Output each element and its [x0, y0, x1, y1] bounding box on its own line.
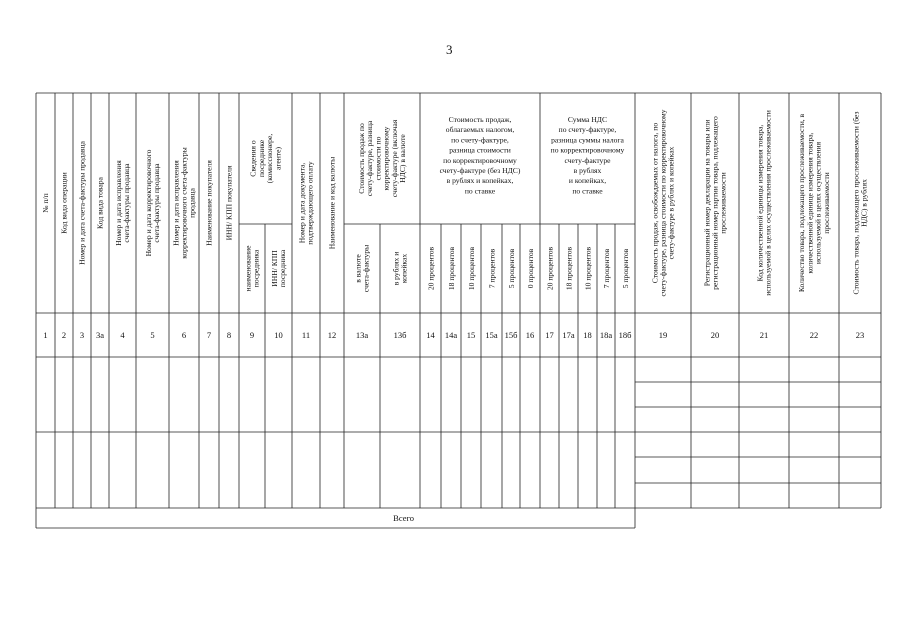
header-col-20: регистрационный номер партии товара, подлежащего — [710, 116, 720, 290]
column-number: 20 — [710, 330, 720, 340]
header-vat-group: по ставке — [572, 186, 603, 196]
header-vat-group: счету-фактуре — [564, 155, 611, 165]
header-col-6: продавца — [187, 188, 197, 218]
header-col-5: счета-фактуры продавца — [152, 163, 162, 243]
column-number: 13а — [355, 330, 369, 340]
header-col-10: ИНН/ КПП — [269, 250, 279, 287]
header-col-6: корректировочного счета-фактуры — [179, 147, 189, 259]
column-number: 15 — [466, 330, 476, 340]
column-number: 15б — [504, 330, 518, 340]
column-number: 19 — [658, 330, 668, 340]
header-col-3: Номер и дата счета-фактуры продавца — [77, 141, 87, 265]
header-col-4: счета-фактуры продавца — [122, 163, 132, 243]
column-number: 22 — [809, 330, 819, 340]
column-number: 10 — [274, 330, 283, 340]
header-rate: 7 процентов — [602, 248, 611, 289]
column-number: 21 — [759, 330, 769, 340]
column-number: 17 — [545, 330, 554, 340]
header-col-19: счету-фактуре в рублях и копейках — [666, 146, 676, 260]
column-number: 9 — [249, 330, 255, 340]
header-col-23: Стоимость товара, подлежащего прослеживаемости (без — [851, 111, 861, 295]
header-sales-group: разница стоимости — [449, 145, 511, 155]
header-col-1: № п/п — [41, 193, 50, 213]
header-cost-group: корректировочному — [381, 126, 391, 191]
column-number: 6 — [181, 330, 187, 340]
header-vat-group: Сумма НДС — [567, 115, 608, 124]
header-col-12: Наименование и код валюты — [327, 156, 337, 250]
header-vat-group: по счету-фактуре, — [558, 125, 617, 135]
header-rate: 10 процентов — [583, 246, 593, 291]
header-col-21: Код количественной единицы измерения товара, — [755, 124, 765, 282]
column-number: 7 — [206, 330, 212, 340]
header-col-9: посредника — [251, 249, 261, 288]
column-number: 18б — [618, 330, 632, 340]
header-col-10: посредника — [278, 249, 288, 288]
column-number: 11 — [301, 330, 311, 340]
header-col-22: количественной единице измерения товара, — [805, 132, 815, 274]
column-number: 12 — [327, 330, 337, 340]
header-rate: 5 процентов — [507, 248, 516, 289]
header-sales-group: по корректировочному — [443, 155, 517, 165]
header-col-5: Номер и дата корректировочного — [143, 149, 153, 257]
header-sales-group: в рублях и копейках, — [446, 176, 514, 186]
header-col-2: Код вида операции — [59, 172, 69, 234]
column-number: 18а — [599, 330, 613, 340]
header-col-6: Номер и дата исправления — [171, 160, 181, 246]
header-sales-group: счету-фактуре (без НДС) — [439, 166, 521, 175]
header-rate: 7 процентов — [487, 248, 497, 289]
header-col-22: используемой в целях осуществления — [813, 141, 823, 265]
header-col-13b: в рублях и — [391, 251, 401, 286]
header-intermediary-group: посреднике — [256, 139, 266, 178]
column-number: 1 — [43, 330, 48, 340]
column-number: 23 — [855, 330, 865, 340]
header-col-22: прослеживаемости — [821, 172, 831, 234]
header-col-13a: в валюте — [353, 254, 363, 283]
header-col-13b: копейках — [399, 253, 409, 284]
header-col-22: Количество товара, подлежащего прослеживаемости, в — [797, 113, 807, 293]
column-number: 16 — [525, 330, 535, 340]
column-number: 17а — [562, 330, 575, 340]
header-intermediary-group: агенте) — [273, 146, 283, 171]
header-cost-group: стоимости по — [373, 136, 383, 181]
column-number: 14а — [444, 330, 458, 340]
header-sales-group: по ставке — [464, 186, 496, 196]
header-rate: 10 процентов — [467, 246, 476, 291]
header-rate: 18 процентов — [447, 246, 456, 291]
header-vat-group: разница суммы налога — [551, 135, 624, 145]
column-number: 15а — [485, 330, 498, 340]
column-number: 3 — [79, 330, 85, 340]
header-col-4: Номер и дата исправления — [113, 160, 123, 246]
header-col-7: Наименование покупателя — [204, 160, 214, 246]
header-col-23: НДС) в рублях — [859, 179, 869, 227]
header-col-20: Регистрационный номер декларации на товары или — [702, 119, 712, 287]
header-col-9: наименование — [243, 245, 253, 292]
column-number: 3а — [95, 330, 105, 340]
header-vat-group: и копейках, — [568, 176, 607, 186]
header-col-19: счету-фактуре, разница стоимости по корректировочному — [658, 109, 668, 297]
column-number: 8 — [226, 330, 232, 340]
header-col-13a: счета-фактуры — [361, 244, 371, 293]
header-col-11: подтверждающего оплату — [305, 161, 315, 245]
header-rate: 18 процентов — [564, 246, 574, 291]
column-number: 5 — [150, 330, 155, 340]
header-rate: 0 процентов — [526, 248, 535, 289]
header-cost-group: Стоимость продаж по — [357, 123, 366, 194]
header-cost-group: НДС) в валюте — [398, 134, 407, 183]
column-number: 13б — [393, 330, 407, 340]
header-col-11: Номер и дата документа, — [297, 162, 307, 244]
header-col-21: используемой в целях осуществления прослеживаемости — [763, 110, 773, 296]
column-number: 2 — [61, 330, 67, 340]
header-sales-group: по счету-фактуре, — [451, 135, 509, 145]
total-label: Всего — [393, 513, 414, 523]
column-number: 18 — [583, 330, 592, 340]
total-label-cell — [37, 509, 420, 528]
header-cost-group: счету-фактуре, разница — [365, 120, 375, 197]
header-vat-group: по корректировочному — [550, 145, 625, 155]
header-intermediary-group: (комиссионере, — [265, 133, 275, 184]
column-number: 4 — [120, 330, 125, 340]
header-col-3a: Код вида товара — [95, 177, 105, 229]
header-rate: 20 процентов — [545, 246, 555, 291]
header-cost-group: счету-фактуре (включая — [389, 119, 399, 198]
header-col-8: ИНН/ КПП покупателя — [224, 165, 234, 241]
page-number: 3 — [446, 42, 453, 57]
header-vat-group: в рублях — [573, 166, 602, 175]
header-rate: 20 процентов — [426, 246, 436, 291]
header-sales-group: Стоимость продаж, — [448, 115, 512, 124]
header-sales-group: облагаемых налогом, — [445, 125, 515, 135]
header-rate: 5 процентов — [621, 248, 630, 289]
header-col-20: прослеживаемости — [718, 172, 728, 234]
header-col-19: Стоимость продаж, освобождаемых от налога, по — [650, 122, 660, 284]
header-intermediary-group: Сведения о — [248, 140, 258, 177]
column-number: 14 — [426, 330, 435, 340]
